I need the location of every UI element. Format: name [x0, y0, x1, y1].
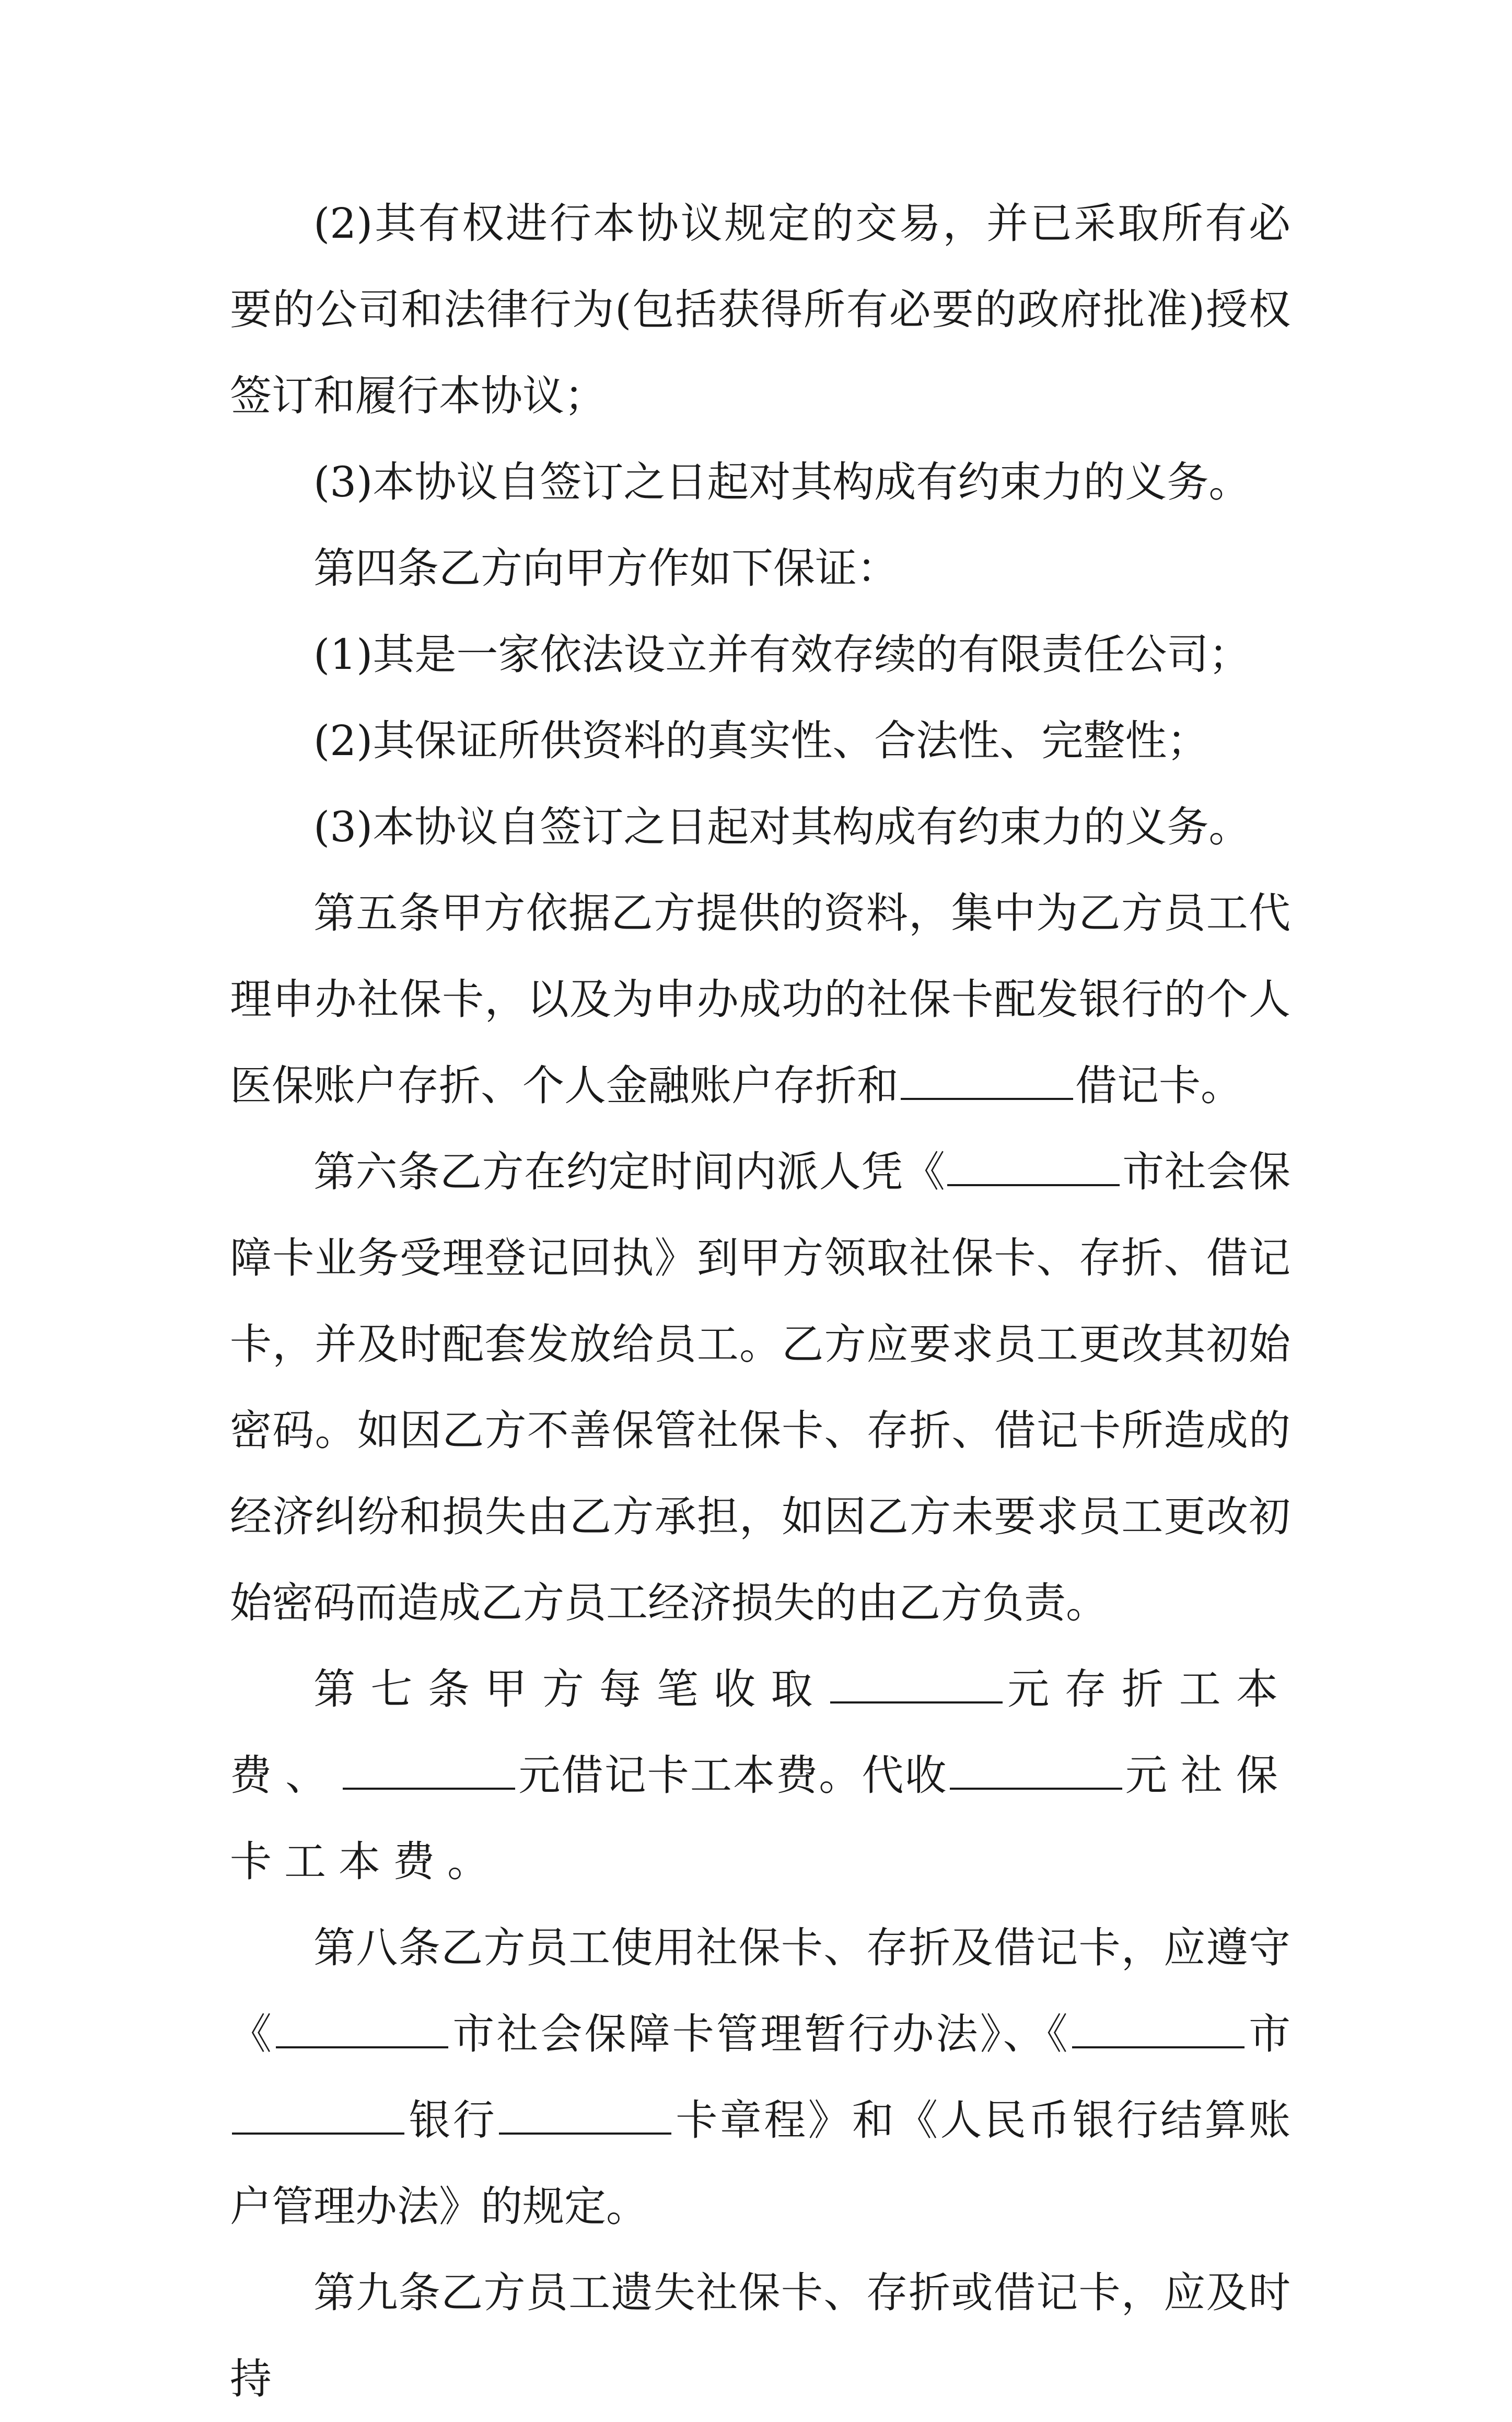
- fill-blank: [499, 2096, 671, 2135]
- paragraph-text: 第五条甲方依据乙方提供的资料，集中为乙方员工代理申办社保卡，以及为申办成功的社保卡配发银行的个人医保账户存折、个人金融账户存折和: [230, 889, 1290, 1110]
- paragraph-article-6: [230, 1129, 1290, 1646]
- paragraph-authority: [230, 180, 1290, 439]
- paragraph-article-8: [230, 1905, 1290, 2250]
- fill-blank: [901, 1061, 1073, 1100]
- fill-blank: [343, 1751, 515, 1790]
- paragraph-article-9: [230, 2250, 1290, 2422]
- paragraph-text: 元存折工本费、: [230, 1665, 1291, 1800]
- paragraph-text: (1)其是一家依法设立并有效存续的有限责任公司；: [313, 630, 1251, 679]
- fill-blank: [276, 2010, 448, 2048]
- paragraph-article-7: [230, 1646, 1290, 1905]
- paragraph-text: (3)本协议自签订之日起对其构成有约束力的义务。: [313, 803, 1251, 851]
- paragraph-text: 第四条乙方向甲方作如下保证：: [313, 544, 899, 593]
- paragraph-text: 市社会保障卡业务受理登记回执》到甲方领取社保卡、存折、借记卡，并及时配套发放给员工。乙方应要求员工更改其初始密码。如因乙方不善保管社保卡、存折、借记卡所造成的经济纠纷和损失由乙方承担，如因乙方未要求员工更改初始密码而造成乙方员工经济损失的由乙方负责。: [230, 1148, 1291, 1627]
- paragraph-text: 第七条甲方每笔收取: [313, 1665, 828, 1713]
- paragraph-article-4: [230, 525, 1290, 611]
- document-body: [230, 180, 1290, 2422]
- paragraph-binding-a: [230, 439, 1290, 525]
- paragraph-company: [230, 611, 1290, 698]
- paragraph-text: 元社保卡工本费。: [230, 1751, 1290, 1886]
- paragraph-text: (2)其保证所供资料的真实性、合法性、完整性；: [313, 716, 1209, 765]
- paragraph-text: 第八条乙方员工使用社保卡、存折及借记卡，应遵守《: [230, 1923, 1290, 2058]
- paragraph-materials: [230, 698, 1290, 784]
- paragraph-article-5: [230, 870, 1290, 1129]
- fill-blank: [830, 1665, 1003, 1703]
- paragraph-text: 市社会保障卡管理暂行办法》、《: [450, 2010, 1070, 2058]
- fill-blank: [1072, 2010, 1245, 2048]
- paragraph-text: 卡章程》和《人民币银行结算账户管理办法》的规定。: [230, 2096, 1291, 2231]
- paragraph-text: 借记卡。: [1075, 1061, 1242, 1110]
- paragraph-text: (3)本协议自签订之日起对其构成有约束力的义务。: [313, 458, 1251, 506]
- fill-blank: [947, 1148, 1120, 1186]
- paragraph-text: 第六条乙方在约定时间内派人凭《: [313, 1148, 946, 1196]
- paragraph-binding-b: [230, 784, 1290, 870]
- paragraph-text: 银行: [406, 2096, 497, 2145]
- fill-blank: [232, 2096, 404, 2135]
- paragraph-text: (2)其有权进行本协议规定的交易，并已采取所有必要的公司和法律行为(包括获得所有必要的政府批准)授权签订和履行本协议；: [230, 199, 1290, 420]
- paragraph-text: 市: [1246, 2010, 1291, 2058]
- paragraph-text: 第九条乙方员工遗失社保卡、存折或借记卡，应及时持: [230, 2268, 1290, 2403]
- paragraph-text: 元借记卡工本费。代收: [517, 1751, 948, 1800]
- fill-blank: [950, 1751, 1122, 1790]
